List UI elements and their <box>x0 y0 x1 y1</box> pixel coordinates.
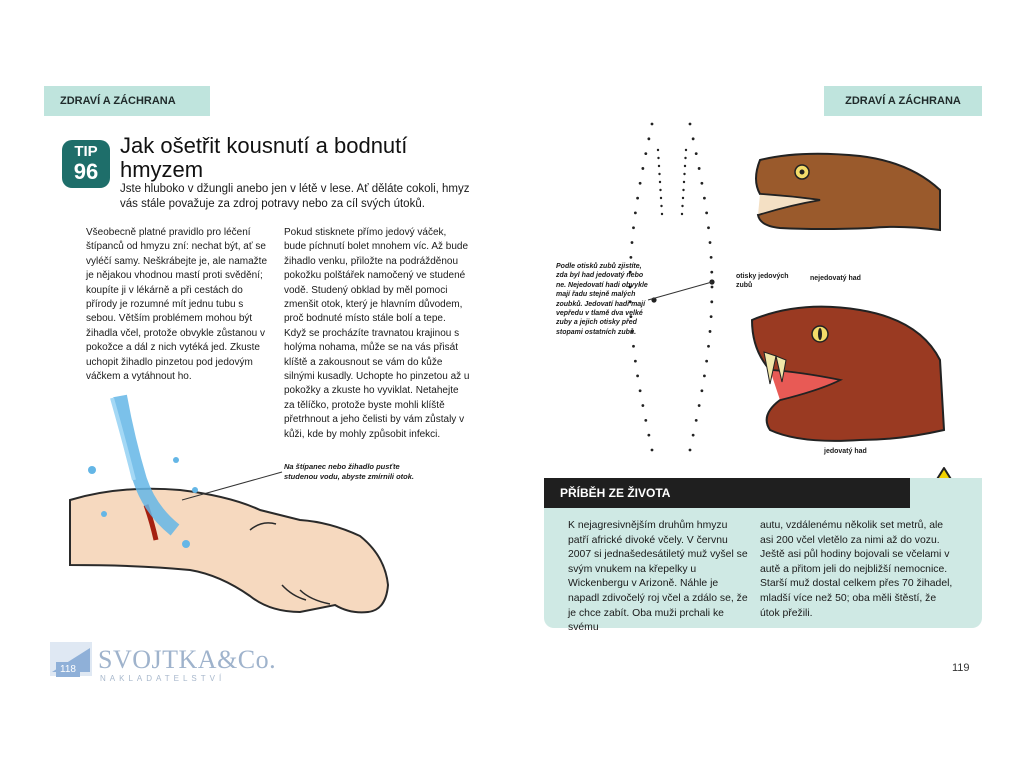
label-venomous: jedovatý had <box>824 448 867 455</box>
section-tab-left <box>44 86 210 116</box>
story-heading: PŘÍBĚH ZE ŽIVOTA <box>544 478 910 508</box>
label-nonvenomous: nejedovatý had <box>810 275 861 282</box>
article-intro: Jste hluboko v džungli anebo jen v létě v lese. Ať děláte cokoli, hmyz vás stále považuje za zdroj potravy nebo za cíl svých útoků. <box>120 183 470 210</box>
section-title: ZDRAVÍ A ZÁCHRANA <box>60 95 176 107</box>
label-fang-marks: otisky jedových zubů <box>736 273 789 289</box>
caption-hand: Na štípanec nebo žihadlo pusťte studenou vodu, abyste zmírnili otok. <box>284 462 415 481</box>
caption-teeth: Podle otisků zubů zjistíte, zda byl had jedovatý nebo ne. Nejedovatí hadi obvykle mají řadu stejně malých zoubků. Jedovatí hadi mají vepředu v tlamě dva velké zuby a jejich otisky před stopami ostatních zubů. <box>556 263 648 336</box>
venomous-snake-illustration <box>752 307 944 441</box>
tip-badge <box>62 140 110 188</box>
article-title: Jak ošetřit kousnutí a bodnutí hmyzem <box>120 133 408 182</box>
story-column-1: K nejagresivnějším druhům hmyzu patří africké divoké včely. V červnu 2007 si jednašedesátiletý muž vyšel se svým vnukem na křepelky u Wickenbergu v Arizoně. Náhle je napadl zdivočelý roj včel a zdálo se, že je chce zabít. Oba muži prchali ke svému <box>568 520 748 634</box>
tip-number: 96 <box>73 159 99 184</box>
story-column-2: autu, vzdálenému několik set metrů, ale asi 200 včel vletělo za nimi až do vozu. Ještě asi půl hodiny bojovali se včelami v autě a přitom jeli do nejbližší nemocnice. Starší muž dostal celkem přes 70 žihadel, mladší více než 50; oba měli štěstí, že útok přežili. <box>760 520 953 619</box>
section-tab-right <box>824 86 982 116</box>
publisher-logo-sub: NAKLADATELSTVÍ <box>100 674 226 683</box>
nonvenomous-snake-illustration <box>756 154 940 230</box>
page-number-left: 118 <box>56 662 80 677</box>
publisher-logo-name: SVOJTKA&Co. <box>98 645 277 674</box>
body-column-2: Pokud stisknete přímo jedový váček, bude píchnutí bolet mnohem víc. Až bude žihadlo venku, přiložte na podrážděnou pokožku polštářek namočený ve studené vodě. Studený obklad by měl pomoci zmenšit otok, který je hlavním důvodem, proč bodnuté místo stále bolí a tepe. Když se procházíte travnatou krajinou s holýma nohama, může se na vás přisát klíště a zakousnout se vám do kůže silnými kusadly. Uchopte ho pinzetou až u pokožky a zkuste ho vyviklat. Netahejte za tělíčko, protože byste mohli klíště přetrhnout a jeho čelisti by vám zůstaly v kůži, kde by mohly způsobit infekci. <box>284 227 470 440</box>
page-number-right: 119 <box>952 662 970 674</box>
section-title: ZDRAVÍ A ZÁCHRANA <box>845 95 961 107</box>
tip-word: TIP <box>74 143 98 160</box>
body-column-1: Všeobecně platné pravidlo pro léčení štípanců od hmyzu zní: nechat být, ať se vyléčí samy. Neškrábejte je, ale namažte je nějakou vhodnou mastí proti svědění; koupíte ji v lékárně a při cestách do přírody je rozumné mít jednu tubu s sebou. Větším problémem mohou být žihadla včel, protože obvykle zůstanou v pokožce a dál z nich vytéká jed. Zkuste uchopit žihadlo pinzetou pod jedovým váčkem a vytáhnout ho. <box>86 227 268 383</box>
